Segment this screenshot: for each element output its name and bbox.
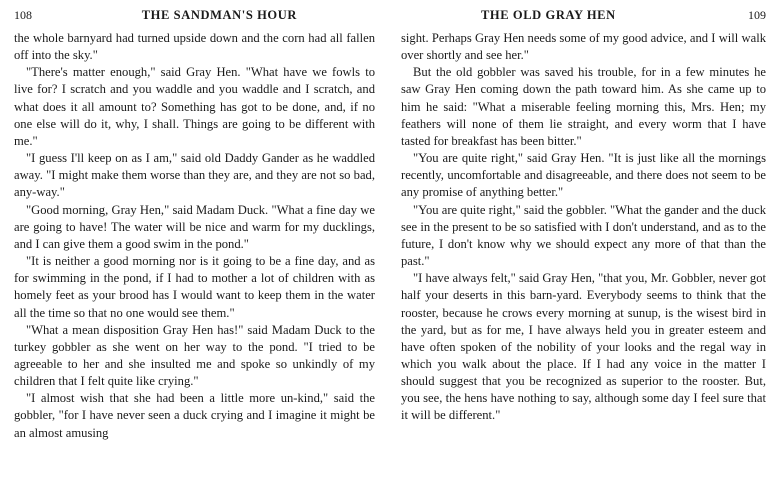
right-running-head [401,8,766,30]
running-head-title-right: THE OLD GRAY HEN [481,8,616,22]
page-number-right: 109 [748,8,766,22]
paragraph: But the old gobbler was saved his trouble, for in a few minutes he saw Gray Hen coming down the path toward him. As she came up to him he said: "What a miserable feeling morning this, Mrs. Hen; my feathers will none of them lie straight, and every worm that I have tasted for breakfast has been bitter." [401,65,766,148]
paragraph: "I have always felt," said Gray Hen, "that you, Mr. Gobbler, never got half your deserts in this barn-yard. Everybody seems to think that the rooster, because he crows every morning at sunup, is the wisest bird in the yard, but as for me, I have always held you in greater esteem and have often spoken of the nobility of your looks and the regal way in which you walk about the place. If I had any voice in the matter I should suggest that you be recognized as superior to the rooster. But, you see, the hens have nothing to say, although some day I feel sure that it will be different." [401,271,766,423]
right-page-text [401,30,766,425]
paragraph: "Good morning, Gray Hen," said Madam Duck. "What a fine day we are going to have! The water will be nice and warm for my ducklings, and I can give them a good swim in the pond." [14,202,375,251]
paragraph: "It is neither a good morning nor is it going to be a fine day, and as for swimming in the pond, if I had to mother a lot of children with as homely feet as your brood has I would want to keep them in the water all the time so that no one would see them." [14,254,375,320]
left-running-head [14,8,375,30]
paragraph: the whole barnyard had turned upside down and the corn had all fallen off into the sky." [14,31,375,63]
running-head-title-left: THE SANDMAN'S HOUR [141,8,297,22]
paragraph: "You are quite right," said the gobbler. "What the gander and the duck see in the present to be so satisfied with I don't understand, and as to the future, I don't know why we should expect any more of that than the past." [401,202,766,269]
paragraph: "I almost wish that she had been a little more un-kind," said the gobbler, "for I have never seen a duck crying and I imagine it might be an almost amusing [14,391,375,440]
paragraph: "You are quite right," said Gray Hen. "It is just like all the mornings recently, uncomfortable and disagreeable, and there does not seem to be any promise of anything better." [401,151,766,200]
paragraph: "What a mean disposition Gray Hen has!" said Madam Duck to the turkey gobbler as she went on her way to the pond. "I tried to be agreeable to her and she insulted me and spoke so unkindly of my children that I felt quite like crying." [14,322,375,389]
paragraph: sight. Perhaps Gray Hen needs some of my good advice, and I will walk over shortly and see her." [401,31,766,63]
paragraph: "I guess I'll keep on as I am," said old Daddy Gander as he waddled away. "I might make them worse than they are, and they are not so bad, any-way." [14,151,375,200]
left-page-text [14,30,375,442]
right-page [387,0,774,501]
page-number-left: 108 [14,8,32,22]
paragraph: "There's matter enough," said Gray Hen. "What have we fowls to live for? I scratch and you waddle and you waddle and I scratch, and what does it all amount to? Something has got to be done, and, if no one else will do it, why, I shall. Things are going to be different with me." [14,65,375,148]
